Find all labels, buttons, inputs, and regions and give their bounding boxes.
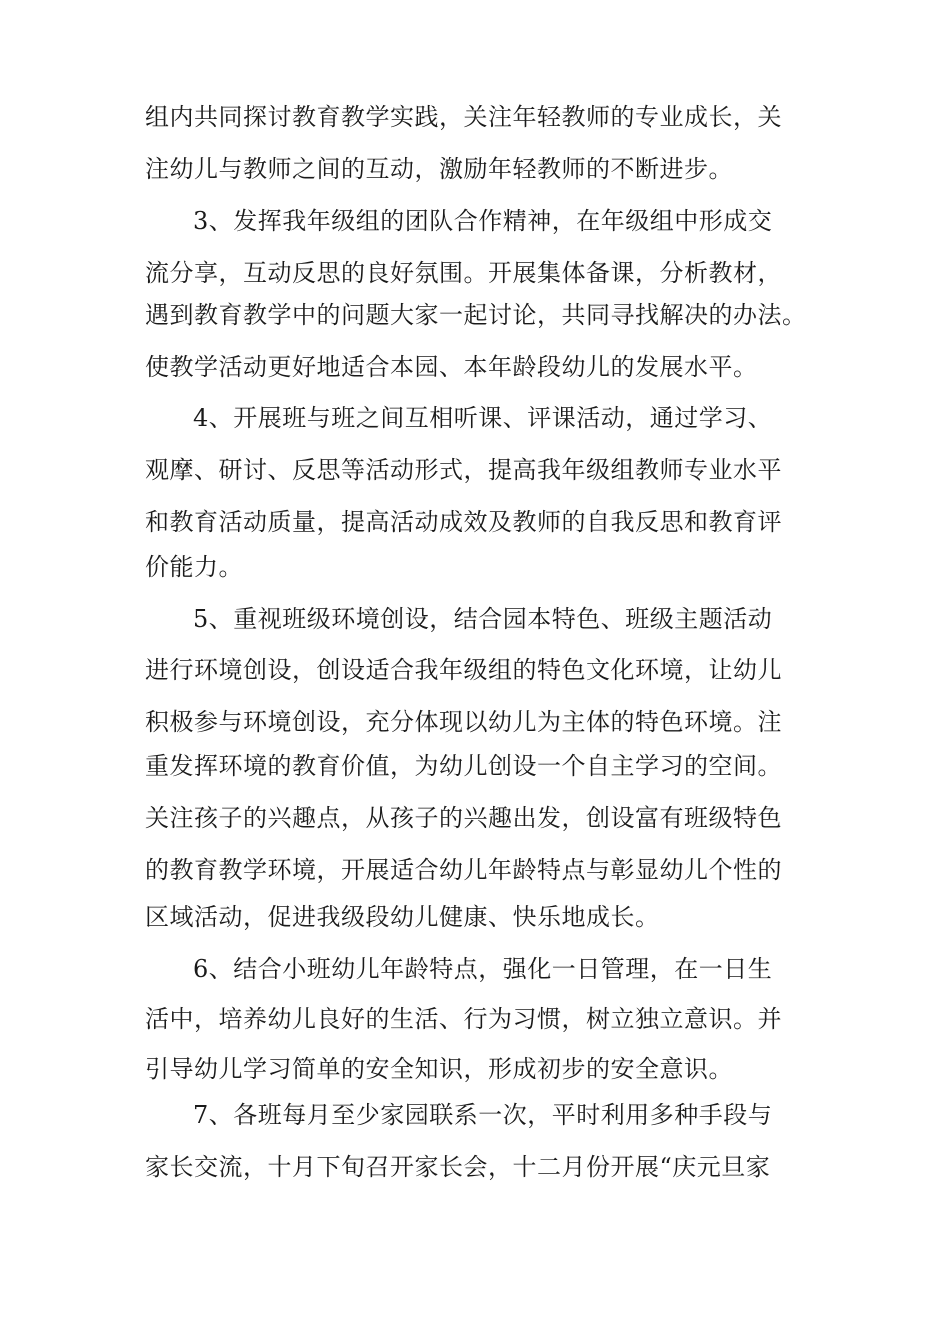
paragraph-5-start: 5、重视班级环境创设，结合园本特色、班级主题活动 xyxy=(193,605,773,633)
text-line: 的教育教学环境，开展适合幼儿年龄特点与彰显幼儿个性的 xyxy=(145,856,782,884)
text-line: 活中，培养幼儿良好的生活、行为习惯，树立独立意识。并 xyxy=(145,1005,782,1033)
text-line: 组内共同探讨教育教学实践，关注年轻教师的专业成长，关 xyxy=(145,103,782,131)
paragraph-7-start: 7、各班每月至少家园联系一次，平时利用多种手段与 xyxy=(193,1101,773,1129)
text-line: 注幼儿与教师之间的互动，激励年轻教师的不断进步。 xyxy=(145,155,733,183)
text-line: 引导幼儿学习简单的安全知识，形成初步的安全意识。 xyxy=(145,1055,733,1083)
text-line: 家长交流，十月下旬召开家长会，十二月份开展“庆元旦家 xyxy=(145,1153,771,1181)
paragraph-3-start: 3、发挥我年级组的团队合作精神，在年级组中形成交 xyxy=(193,207,773,235)
text-line: 价能力。 xyxy=(145,553,243,581)
text-line: 重发挥环境的教育价值，为幼儿创设一个自主学习的空间。 xyxy=(145,752,782,780)
text-line: 和教育活动质量，提高活动成效及教师的自我反思和教育评 xyxy=(145,508,782,536)
text-line: 进行环境创设，创设适合我年级组的特色文化环境，让幼儿 xyxy=(145,656,782,684)
text-line: 关注孩子的兴趣点，从孩子的兴趣出发，创设富有班级特色 xyxy=(145,804,782,832)
text-line: 观摩、研讨、反思等活动形式，提高我年级组教师专业水平 xyxy=(145,456,782,484)
paragraph-4-start: 4、开展班与班之间互相听课、评课活动，通过学习、 xyxy=(193,404,773,432)
text-line: 流分享，互动反思的良好氛围。开展集体备课，分析教材， xyxy=(145,259,782,287)
text-line: 积极参与环境创设，充分体现以幼儿为主体的特色环境。注 xyxy=(145,708,782,736)
text-line: 使教学活动更好地适合本园、本年龄段幼儿的发展水平。 xyxy=(145,353,758,381)
text-line: 区域活动，促进我级段幼儿健康、快乐地成长。 xyxy=(145,903,660,931)
text-line: 遇到教育教学中的问题大家一起讨论，共同寻找解决的办法。 xyxy=(145,301,807,329)
paragraph-6-start: 6、结合小班幼儿年龄特点，强化一日管理，在一日生 xyxy=(193,955,773,983)
